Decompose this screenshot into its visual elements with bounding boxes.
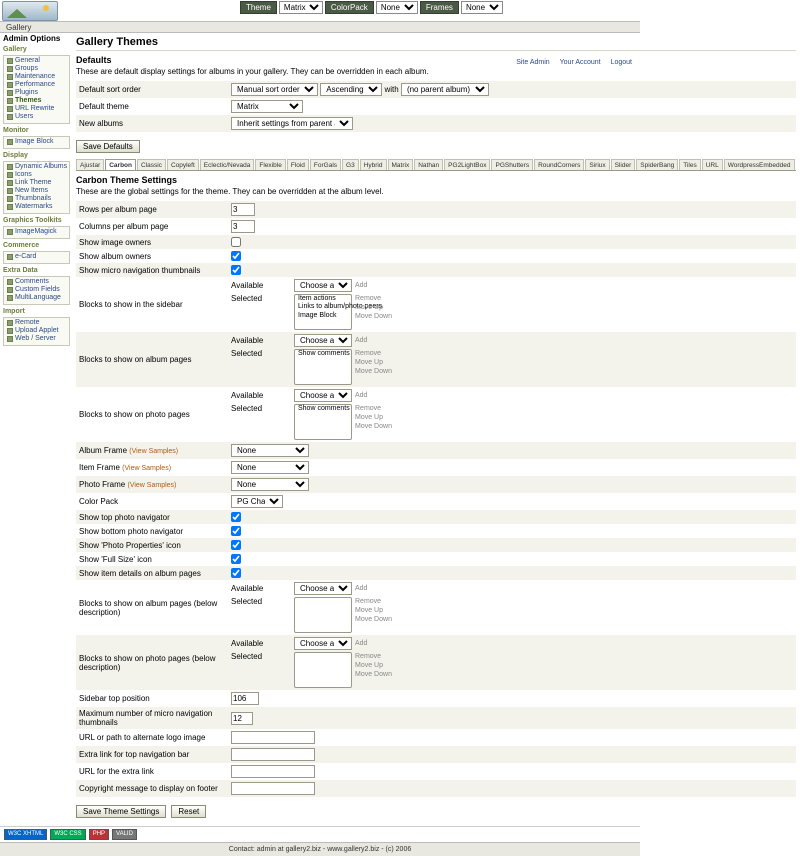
move-down-link[interactable]: Move Down (355, 423, 392, 430)
table-row (76, 249, 796, 263)
blocks-photo-below-desc-control (231, 637, 793, 688)
extra-link-url-input[interactable] (231, 765, 315, 778)
link-theme-icon (7, 180, 13, 186)
sidebar-item-label: Thumbnails (15, 195, 52, 202)
table-row (76, 218, 796, 235)
table-row (76, 580, 796, 635)
table-row (76, 387, 796, 442)
sidebar-group-title-extra-data: Extra Data (3, 267, 38, 274)
sidebar-group-title-import: Import (3, 308, 25, 315)
table-row (76, 552, 796, 566)
new-items-icon (7, 188, 13, 194)
table-row (76, 524, 796, 538)
toolset-colorpack-select[interactable] (376, 1, 418, 14)
photo-frame-select[interactable] (231, 478, 309, 491)
move-down-link[interactable]: Move Down (355, 368, 392, 375)
sidebar-item-label: General (15, 57, 40, 64)
sidebar-item-label: Dynamic Albums (15, 163, 68, 170)
tab-pg2lightbox[interactable]: PG2LightBox (444, 159, 490, 170)
maintenance-icon (7, 74, 13, 80)
tab-carbon[interactable]: Carbon (105, 159, 136, 170)
blocks-album-below-desc-label: Blocks to show on album pages (below description) (79, 598, 218, 617)
sidebar-item-label: Plugins (15, 89, 38, 96)
sidebar-group-title-graphics: Graphics Toolkits (3, 217, 62, 224)
table-row (76, 493, 796, 510)
sidebar-item-label: New Items (15, 187, 49, 194)
rows-per-album-page-input[interactable] (231, 203, 255, 216)
table-row (76, 263, 796, 277)
sidebar-item-custom-fields[interactable] (6, 286, 67, 294)
available-blocks-select[interactable] (294, 334, 352, 347)
new-albums-select[interactable] (231, 117, 353, 130)
sidebar-item-link-theme[interactable] (6, 179, 67, 187)
default-theme-select[interactable] (231, 100, 303, 113)
general-icon (7, 58, 13, 64)
add-block-link[interactable]: Add (355, 337, 368, 344)
sidebar-item-performance[interactable] (6, 81, 67, 89)
alternate-logo-url-input[interactable] (231, 731, 315, 744)
groups-icon (7, 66, 13, 72)
table-row (76, 332, 796, 387)
show-full-size-icon-checkbox[interactable] (231, 554, 241, 564)
valid-badge[interactable]: VALID (112, 829, 137, 840)
columns-per-album-page-input[interactable] (231, 220, 255, 233)
custom-fields-icon (7, 287, 13, 293)
sidebar-item-themes[interactable] (6, 97, 67, 105)
selected-blocks-list[interactable] (294, 349, 352, 385)
sidebar-item-remote[interactable] (6, 319, 67, 327)
tab-g3[interactable]: G3 (342, 159, 359, 170)
sidebar-group-title-monitor: Monitor (3, 127, 29, 134)
web-server-icon (7, 336, 13, 342)
sidebar-item-label: Users (15, 113, 34, 120)
sidebar-item-label: Performance (15, 81, 56, 88)
blocks-album-pages-label: Blocks to show on album pages (79, 355, 192, 364)
url-rewrite-icon (7, 106, 13, 112)
remove-block-link[interactable]: Remove (355, 350, 382, 357)
image-block-icon (7, 139, 13, 145)
dynamic-albums-icon (7, 164, 13, 170)
sidebar-item-label: e-Card (15, 253, 37, 260)
imagemagick-icon (7, 229, 13, 235)
sidebar-item-dynamic-albums[interactable] (6, 163, 67, 171)
tab-siriux[interactable]: Siriux (585, 159, 609, 170)
sidebar-item-label: Remote (15, 319, 40, 326)
tab-tiles[interactable]: Tiles (679, 159, 700, 170)
tab-classic[interactable]: Classic (137, 159, 166, 170)
sidebar-group-gallery (3, 55, 70, 124)
sidebar-item-label: Image Block (15, 138, 54, 145)
blocks-album-below-desc-control (231, 582, 793, 633)
extra-link-label: Extra link for top navigation bar (79, 750, 190, 759)
table-row (76, 115, 796, 132)
table-row (76, 81, 796, 98)
toolset-theme-select[interactable] (279, 1, 323, 14)
selected-blocks-list[interactable] (294, 597, 352, 633)
tab-pgshutters[interactable]: PGShutters (491, 159, 533, 170)
table-row (76, 510, 796, 524)
extra-link-url-label: URL for the extra link (79, 767, 154, 776)
show-album-owners-label: Show album owners (79, 251, 152, 261)
move-down-link[interactable]: Move Down (355, 616, 392, 623)
show-item-details-label: Show item details on album pages (79, 568, 201, 578)
blocks-photo-pages-control (231, 389, 793, 440)
remove-block-link[interactable]: Remove (355, 598, 382, 605)
sidebar-item-new-items[interactable] (6, 187, 67, 195)
show-album-owners-checkbox[interactable] (231, 251, 241, 261)
show-item-details-checkbox[interactable] (231, 568, 241, 578)
selected-label: Selected (231, 404, 263, 413)
move-down-link[interactable]: Move Down (355, 313, 392, 320)
sidebar-item-label: Link Theme (15, 179, 52, 186)
sidebar-item-comments[interactable] (6, 278, 67, 286)
sidebar-item-icons[interactable] (6, 171, 67, 179)
sidebar-item-label: MultiLanguage (15, 294, 61, 301)
footer-text: Contact: admin at gallery2.biz - www.gallery2.biz - (c) 2006 (228, 846, 412, 853)
alternate-logo-url-label: URL or path to alternate logo image (79, 733, 206, 742)
tab-forgals[interactable]: ForGals (310, 159, 341, 170)
reset-button[interactable]: Reset (171, 805, 206, 818)
logo-sun-icon (43, 5, 49, 11)
tab-slider[interactable]: Slider (611, 159, 636, 170)
multilanguage-icon (7, 295, 13, 301)
parent-album-select[interactable] (401, 83, 489, 96)
available-blocks-select[interactable] (294, 389, 352, 402)
show-photo-properties-icon-checkbox[interactable] (231, 540, 241, 550)
block-actions (355, 652, 392, 679)
table-row (76, 729, 796, 746)
thumbnails-icon (7, 196, 13, 202)
sidebar-item-upload-applet[interactable] (6, 327, 67, 335)
defaults-actions (76, 140, 796, 153)
show-image-owners-checkbox[interactable] (231, 237, 241, 247)
sidebar-item-label: URL Rewrite (15, 105, 55, 112)
show-bottom-photo-navigator-checkbox[interactable] (231, 526, 241, 536)
main-content (72, 33, 802, 826)
available-label: Available (231, 336, 264, 345)
album-frame-select[interactable] (231, 444, 309, 457)
table-row (76, 566, 796, 580)
link-your-account[interactable]: Your Account (559, 59, 601, 66)
save-defaults-button[interactable]: Save Defaults (76, 140, 140, 153)
sidebar-item-label: Comments (15, 278, 49, 285)
toolset-frames-select[interactable] (461, 1, 503, 14)
add-block-link[interactable]: Add (355, 282, 368, 289)
sidebar-item-label: Icons (15, 171, 32, 178)
remote-icon (7, 320, 13, 326)
selected-label: Selected (231, 652, 263, 661)
logo-mountain-icon (7, 9, 27, 18)
tab-spiderbang[interactable]: SpiderBang (636, 159, 678, 170)
show-image-owners-label: Show image owners (79, 237, 152, 247)
sidebar-item-multilanguage[interactable] (6, 294, 67, 302)
theme-settings-actions (76, 805, 796, 818)
default-sort-order-label: Default sort order (79, 85, 141, 94)
sidebar-item-label: Web / Server (15, 335, 56, 342)
top-bar (0, 0, 640, 22)
sidebar-item-imagemagick[interactable] (6, 228, 67, 236)
default-sort-direction-select[interactable] (320, 83, 382, 96)
table-row (76, 476, 796, 493)
w3c-xhtml-badge[interactable]: W3C XHTML (4, 829, 47, 840)
new-albums-label: New albums (79, 119, 124, 128)
blocks-photo-pages-label: Blocks to show on photo pages (79, 410, 190, 419)
table-row (76, 201, 796, 218)
sidebar-item-label: Upload Applet (15, 327, 59, 334)
move-up-link[interactable]: Move Up (355, 359, 384, 366)
available-label: Available (231, 391, 264, 400)
toolset-frames-label: Frames (420, 1, 459, 14)
sidebar-item-image-block[interactable] (6, 138, 67, 146)
comments-icon (7, 279, 13, 285)
defaults-blurb: These are default display settings for albums in your gallery. They can be overridden in each album. (76, 67, 429, 76)
sidebar-item-label: Custom Fields (15, 286, 60, 293)
max-micro-nav-thumbs-label: Maximum number of micro navigation thumbnails (79, 709, 213, 727)
sidebar-item-plugins[interactable] (6, 89, 67, 97)
toolset-colorpack-label: ColorPack (325, 1, 374, 14)
themes-icon (7, 98, 13, 104)
photo-frame-label: Photo Frame (79, 480, 126, 489)
theme-settings-blurb: These are the global settings for the theme. They can be overridden at the album level. (76, 187, 384, 196)
toolset-theme-label: Theme (240, 1, 277, 14)
item-frame-label: Item Frame (79, 463, 120, 472)
extra-link-input[interactable] (231, 748, 315, 761)
block-actions (355, 349, 392, 376)
with-label: with (384, 85, 399, 94)
remove-block-link[interactable]: Remove (355, 295, 382, 302)
show-bottom-photo-navigator-label: Show bottom photo navigator (79, 526, 184, 536)
selected-blocks-list[interactable] (294, 404, 352, 440)
available-blocks-select[interactable] (294, 279, 352, 292)
performance-icon (7, 82, 13, 88)
max-micro-nav-thumbs-input[interactable] (231, 712, 253, 725)
block-actions (355, 597, 392, 624)
item-frame-samples-link[interactable]: (View Samples) (122, 465, 172, 472)
block-actions (355, 294, 392, 321)
sidebar-item-users[interactable] (6, 113, 67, 121)
w3c-css-badge[interactable]: W3C CSS (50, 829, 85, 840)
show-full-size-icon-label: Show 'Full Size' icon (79, 554, 152, 564)
move-up-link[interactable]: Move Up (355, 414, 384, 421)
default-theme-label: Default theme (79, 102, 129, 111)
table-row (76, 635, 796, 690)
album-frame-samples-link[interactable]: (View Samples) (129, 448, 179, 455)
link-site-admin[interactable]: Site Admin (516, 59, 550, 66)
tab-floid[interactable]: Floid (287, 159, 309, 170)
sidebar-item-maintenance[interactable] (6, 73, 67, 81)
sidebar-item-general[interactable] (6, 57, 67, 65)
show-top-photo-navigator-label: Show top photo navigator (79, 512, 170, 522)
gallery-logo (2, 1, 58, 21)
sidebar-item-watermarks[interactable] (6, 203, 67, 211)
photo-frame-samples-link[interactable]: (View Samples) (127, 482, 177, 489)
selected-label: Selected (231, 294, 263, 303)
sidebar-group-graphics (3, 226, 70, 239)
sidebar-item-label: Themes (15, 97, 42, 104)
sidebar-group-import (3, 317, 70, 346)
rows-per-album-page-label: Rows per album page (79, 205, 157, 214)
table-row (76, 538, 796, 552)
copyright-message-label: Copyright message to display on footer (79, 784, 218, 793)
upload-applet-icon (7, 328, 13, 334)
table-row (76, 459, 796, 476)
add-block-link[interactable]: Add (355, 585, 368, 592)
tab-nathan[interactable]: Nathan (414, 159, 443, 170)
sidebar-title: Admin Options (3, 34, 61, 43)
page-title: Gallery Themes (76, 36, 796, 51)
icons-icon (7, 172, 13, 178)
sidebar-group-title-commerce: Commerce (3, 242, 40, 249)
theme-toolset[interactable] (240, 1, 503, 14)
show-micro-nav-thumbs-label: Show micro navigation thumbnails (79, 265, 201, 275)
table-row (76, 763, 796, 780)
remove-block-link[interactable]: Remove (355, 405, 382, 412)
tab-ajustar[interactable]: Ajustar (76, 159, 104, 170)
tab-eclectic-nevada[interactable]: Eclectic/Nevada (200, 159, 255, 170)
table-row (76, 780, 796, 797)
theme-settings-heading: Carbon Theme Settings (76, 175, 178, 185)
sidebar-top-position-label: Sidebar top position (79, 694, 150, 703)
defaults-heading: Defaults (76, 55, 112, 65)
tab-hybrid[interactable]: Hybrid (360, 159, 387, 170)
sidebar-item-thumbnails[interactable] (6, 195, 67, 203)
blocks-sidebar-control (231, 279, 793, 330)
move-down-link[interactable]: Move Down (355, 671, 392, 678)
table-row (76, 707, 796, 729)
menu-bar (0, 22, 640, 33)
theme-settings-table (76, 201, 796, 797)
blocks-album-pages-control (231, 334, 793, 385)
blocks-sidebar-label: Blocks to show in the sidebar (79, 300, 183, 309)
tab-matrix[interactable]: Matrix (388, 159, 414, 170)
available-label: Available (231, 281, 264, 290)
table-row (76, 690, 796, 707)
available-label: Available (231, 639, 264, 648)
ecard-icon (7, 254, 13, 260)
tab-flexible[interactable]: Flexible (255, 159, 285, 170)
add-block-link[interactable]: Add (355, 392, 368, 399)
validation-badges (0, 826, 640, 842)
sidebar-item-ecard[interactable] (6, 253, 67, 261)
theme-tabs[interactable] (76, 159, 796, 171)
move-up-link[interactable]: Move Up (355, 662, 384, 669)
selected-label: Selected (231, 349, 263, 358)
table-row (76, 442, 796, 459)
available-blocks-select[interactable] (294, 582, 352, 595)
album-frame-label: Album Frame (79, 446, 128, 455)
tab-roundcorners[interactable]: RoundCorners (534, 159, 584, 170)
columns-per-album-page-label: Columns per album page (79, 222, 169, 231)
plugins-icon (7, 90, 13, 96)
sidebar-group-extra-data (3, 276, 70, 305)
block-actions (355, 404, 392, 431)
add-block-link[interactable]: Add (355, 640, 368, 647)
move-up-link[interactable]: Move Up (355, 607, 384, 614)
table-row (76, 98, 796, 115)
show-micro-nav-thumbs-checkbox[interactable] (231, 265, 241, 275)
default-sort-order-select[interactable] (231, 83, 318, 96)
table-row (76, 746, 796, 763)
table-row (76, 235, 796, 249)
save-theme-settings-button[interactable]: Save Theme Settings (76, 805, 166, 818)
tab-url[interactable]: URL (702, 159, 723, 170)
color-pack-label: Color Pack (79, 497, 119, 506)
link-logout[interactable]: Logout (610, 59, 632, 66)
sidebar-top-position-input[interactable] (231, 692, 259, 705)
sidebar-group-commerce (3, 251, 70, 264)
selected-blocks-list[interactable] (294, 652, 352, 688)
sidebar-item-label: Groups (15, 65, 38, 72)
tab-copyleft[interactable]: Copyleft (167, 159, 199, 170)
selected-blocks-list[interactable] (294, 294, 352, 330)
selected-label: Selected (231, 597, 263, 606)
tab-wordpressembedded[interactable]: WordpressEmbedded (724, 159, 795, 170)
php-badge[interactable]: PHP (89, 829, 109, 840)
defaults-table (76, 81, 796, 132)
sidebar-item-label: Watermarks (15, 203, 53, 210)
show-top-photo-navigator-checkbox[interactable] (231, 512, 241, 522)
remove-block-link[interactable]: Remove (355, 653, 382, 660)
move-up-link[interactable]: Move Up (355, 304, 384, 311)
sidebar-item-groups[interactable] (6, 65, 67, 73)
item-frame-select[interactable] (231, 461, 309, 474)
show-photo-properties-icon-label: Show 'Photo Properties' icon (79, 540, 181, 550)
sidebar-item-web-server[interactable] (6, 335, 67, 343)
available-blocks-select[interactable] (294, 637, 352, 650)
available-label: Available (231, 584, 264, 593)
color-pack-select[interactable] (231, 495, 283, 508)
site-footer (0, 842, 640, 856)
sidebar-item-url-rewrite[interactable] (6, 105, 67, 113)
sidebar-item-label: Maintenance (15, 73, 56, 80)
users-icon (7, 114, 13, 120)
table-row (76, 277, 796, 332)
sidebar-group-title-gallery: Gallery (3, 46, 27, 53)
blocks-photo-below-desc-label: Blocks to show on photo pages (below description) (79, 653, 216, 672)
watermarks-icon (7, 204, 13, 210)
admin-links (508, 59, 632, 66)
sidebar-item-label: ImageMagick (15, 228, 57, 235)
sidebar-group-monitor (3, 136, 70, 149)
sidebar-group-display (3, 161, 70, 214)
sidebar-group-title-display: Display (3, 152, 28, 159)
sidebar (0, 33, 72, 349)
menu-home-link[interactable]: Gallery (6, 23, 32, 32)
copyright-message-input[interactable] (231, 782, 315, 795)
